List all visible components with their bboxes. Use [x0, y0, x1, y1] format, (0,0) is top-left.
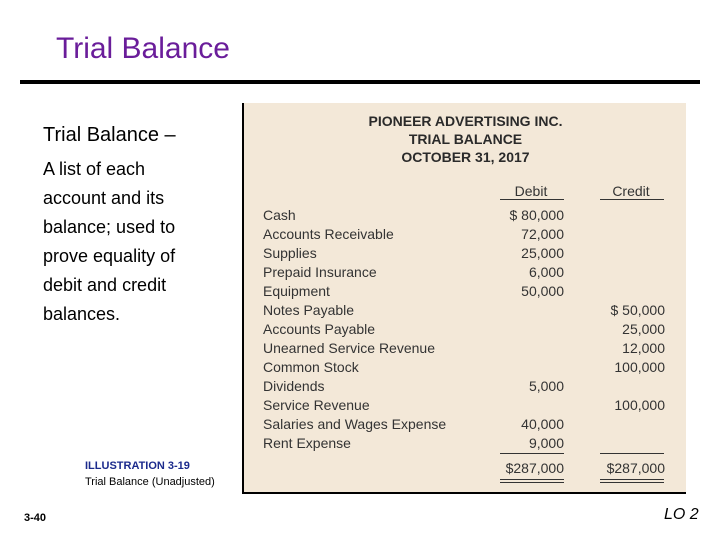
- debit-amount: 6,000: [528, 264, 564, 280]
- credit-amount: 12,000: [622, 340, 665, 356]
- credit-amount: 100,000: [614, 359, 665, 375]
- account-name: Prepaid Insurance: [263, 264, 377, 280]
- report-date: OCTOBER 31, 2017: [401, 149, 530, 165]
- account-name: Accounts Payable: [263, 321, 376, 337]
- page-number: 3-40: [24, 512, 47, 524]
- illustration-label: ILLUSTRATION 3-19: [85, 460, 190, 472]
- debit-amount: 25,000: [521, 245, 564, 261]
- debit-double-rule-2: [500, 482, 564, 483]
- account-name: Common Stock: [263, 359, 359, 375]
- debit-total-rule: [500, 453, 564, 454]
- account-name: Dividends: [263, 378, 325, 394]
- account-name: Rent Expense: [263, 435, 351, 451]
- title-divider: [20, 80, 700, 84]
- debit-amount: 5,000: [528, 378, 564, 394]
- debit-amount: 72,000: [521, 226, 564, 242]
- debit-column-header: Debit: [514, 183, 548, 199]
- illustration-caption: Trial Balance (Unadjusted): [85, 476, 215, 488]
- learning-objective: LO 2: [664, 506, 699, 523]
- report-name: TRIAL BALANCE: [408, 131, 523, 147]
- credit-amount: 25,000: [622, 321, 665, 337]
- company-name: PIONEER ADVERTISING INC.: [368, 113, 563, 129]
- account-name: Accounts Receivable: [263, 226, 394, 242]
- credit-amount: 100,000: [614, 397, 665, 413]
- definition-text: A list of each account and its balance; used to prove equality of debit and credit balances.: [43, 159, 176, 324]
- account-name: Cash: [263, 207, 296, 223]
- trial-balance-header: [358, 112, 573, 166]
- account-name: Supplies: [263, 245, 317, 261]
- debit-amount: 50,000: [521, 283, 564, 299]
- total-debit: $287,000: [505, 460, 564, 476]
- account-name: Service Revenue: [263, 397, 370, 413]
- credit-double-rule-1: [600, 479, 664, 480]
- total-credit: $287,000: [606, 460, 665, 476]
- definition-heading: Trial Balance –: [43, 124, 176, 146]
- debit-header-rule: [500, 199, 564, 200]
- credit-column-header: Credit: [612, 183, 650, 199]
- slide-title: Trial Balance: [56, 32, 230, 65]
- account-name: Notes Payable: [263, 302, 355, 318]
- credit-header-rule: [600, 199, 664, 200]
- debit-amount: 40,000: [521, 416, 564, 432]
- account-name: Unearned Service Revenue: [263, 340, 435, 356]
- credit-double-rule-2: [600, 482, 664, 483]
- credit-amount: $ 50,000: [610, 302, 665, 318]
- account-name: Salaries and Wages Expense: [263, 416, 447, 432]
- debit-double-rule-1: [500, 479, 564, 480]
- debit-amount: 9,000: [528, 435, 564, 451]
- credit-total-rule: [600, 453, 664, 454]
- account-name: Equipment: [263, 283, 330, 299]
- debit-amount: $ 80,000: [509, 207, 564, 223]
